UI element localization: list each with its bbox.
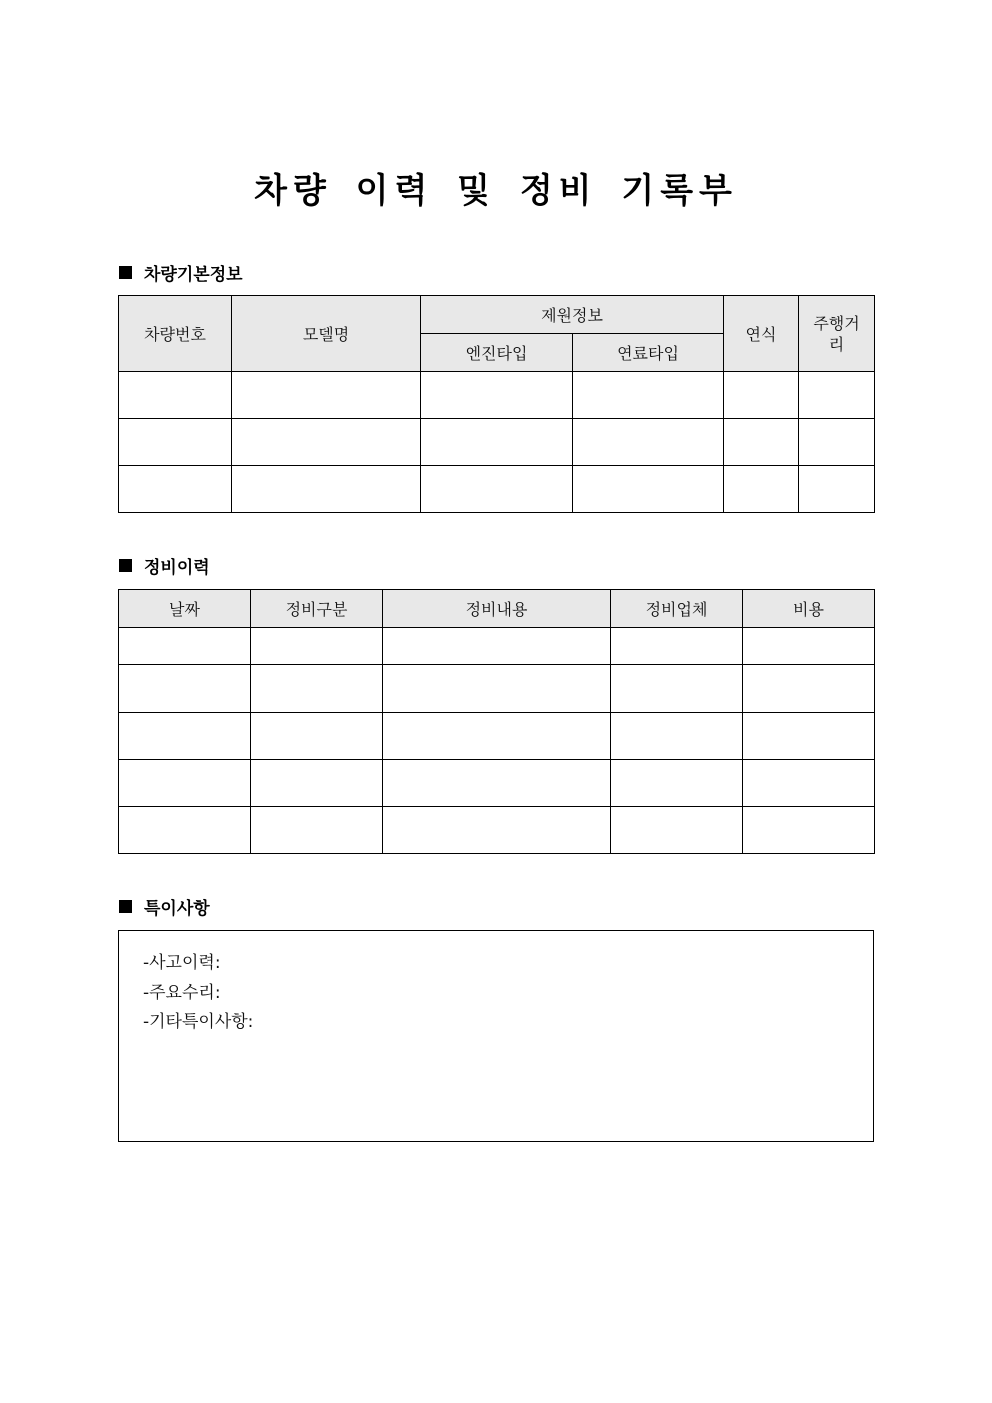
table-row xyxy=(119,807,875,854)
section-label: 차량기본정보 xyxy=(144,265,243,285)
table-row xyxy=(119,713,875,760)
header-cost: 비용 xyxy=(743,590,875,628)
header-engine-type: 엔진타입 xyxy=(421,334,573,372)
cell-plate-number[interactable] xyxy=(119,372,232,419)
cell-engine-type[interactable] xyxy=(421,419,573,466)
cell-plate-number[interactable] xyxy=(119,466,232,513)
header-mileage: 주행거리 xyxy=(799,296,875,372)
section-vehicle-info-title xyxy=(119,260,243,285)
cell-fuel-type[interactable] xyxy=(573,372,724,419)
cell-model-name[interactable] xyxy=(232,372,421,419)
header-service-provider: 정비업체 xyxy=(611,590,743,628)
cell-maintenance-type[interactable] xyxy=(251,713,383,760)
cell-maintenance-details[interactable] xyxy=(383,665,611,713)
cell-cost[interactable] xyxy=(743,665,875,713)
header-fuel-type: 연료타입 xyxy=(573,334,724,372)
header-model-name: 모델명 xyxy=(232,296,421,372)
table-row xyxy=(119,665,875,713)
cell-cost[interactable] xyxy=(743,760,875,807)
cell-maintenance-details[interactable] xyxy=(383,628,611,665)
maintenance-history-table xyxy=(118,589,875,854)
cell-maintenance-type[interactable] xyxy=(251,628,383,665)
cell-mileage[interactable] xyxy=(799,419,875,466)
remark-other-notes: -기타특이사항: xyxy=(143,1012,254,1032)
header-maintenance-details: 정비내용 xyxy=(383,590,611,628)
cell-service-provider[interactable] xyxy=(611,760,743,807)
cell-date[interactable] xyxy=(119,807,251,854)
cell-cost[interactable] xyxy=(743,807,875,854)
vehicle-info-table xyxy=(118,295,875,513)
cell-cost[interactable] xyxy=(743,628,875,665)
cell-maintenance-type[interactable] xyxy=(251,760,383,807)
square-bullet-icon xyxy=(119,900,132,913)
cell-maintenance-details[interactable] xyxy=(383,807,611,854)
cell-maintenance-details[interactable] xyxy=(383,760,611,807)
cell-date[interactable] xyxy=(119,628,251,665)
cell-service-provider[interactable] xyxy=(611,628,743,665)
table-row xyxy=(119,760,875,807)
cell-service-provider[interactable] xyxy=(611,713,743,760)
cell-model-name[interactable] xyxy=(232,419,421,466)
cell-fuel-type[interactable] xyxy=(573,466,724,513)
cell-year[interactable] xyxy=(724,419,799,466)
cell-fuel-type[interactable] xyxy=(573,419,724,466)
cell-engine-type[interactable] xyxy=(421,466,573,513)
square-bullet-icon xyxy=(119,559,132,572)
cell-date[interactable] xyxy=(119,760,251,807)
remarks-box[interactable] xyxy=(118,930,874,1142)
table-row xyxy=(119,628,875,665)
cell-date[interactable] xyxy=(119,713,251,760)
section-maintenance-title xyxy=(119,553,210,578)
cell-cost[interactable] xyxy=(743,713,875,760)
section-label: 특이사항 xyxy=(144,899,210,919)
cell-year[interactable] xyxy=(724,466,799,513)
table-row xyxy=(119,466,875,513)
header-date: 날짜 xyxy=(119,590,251,628)
cell-mileage[interactable] xyxy=(799,466,875,513)
cell-year[interactable] xyxy=(724,372,799,419)
section-label: 정비이력 xyxy=(144,558,210,578)
cell-plate-number[interactable] xyxy=(119,419,232,466)
square-bullet-icon xyxy=(119,266,132,279)
cell-model-name[interactable] xyxy=(232,466,421,513)
cell-maintenance-type[interactable] xyxy=(251,807,383,854)
cell-service-provider[interactable] xyxy=(611,665,743,713)
remark-major-repairs: -주요수리: xyxy=(143,982,221,1003)
header-spec-group: 제원정보 xyxy=(421,296,724,334)
cell-mileage[interactable] xyxy=(799,372,875,419)
page-title: 차량 이력 및 정비 기록부 xyxy=(254,171,738,211)
cell-maintenance-type[interactable] xyxy=(251,665,383,713)
cell-service-provider[interactable] xyxy=(611,807,743,854)
header-plate-number: 차량번호 xyxy=(119,296,232,372)
section-remarks-title xyxy=(119,894,210,919)
header-maintenance-type: 정비구분 xyxy=(251,590,383,628)
cell-date[interactable] xyxy=(119,665,251,713)
remark-accident-history: -사고이력: xyxy=(143,953,221,973)
table-row xyxy=(119,372,875,419)
cell-engine-type[interactable] xyxy=(421,372,573,419)
table-row xyxy=(119,419,875,466)
header-year: 연식 xyxy=(724,296,799,372)
cell-maintenance-details[interactable] xyxy=(383,713,611,760)
